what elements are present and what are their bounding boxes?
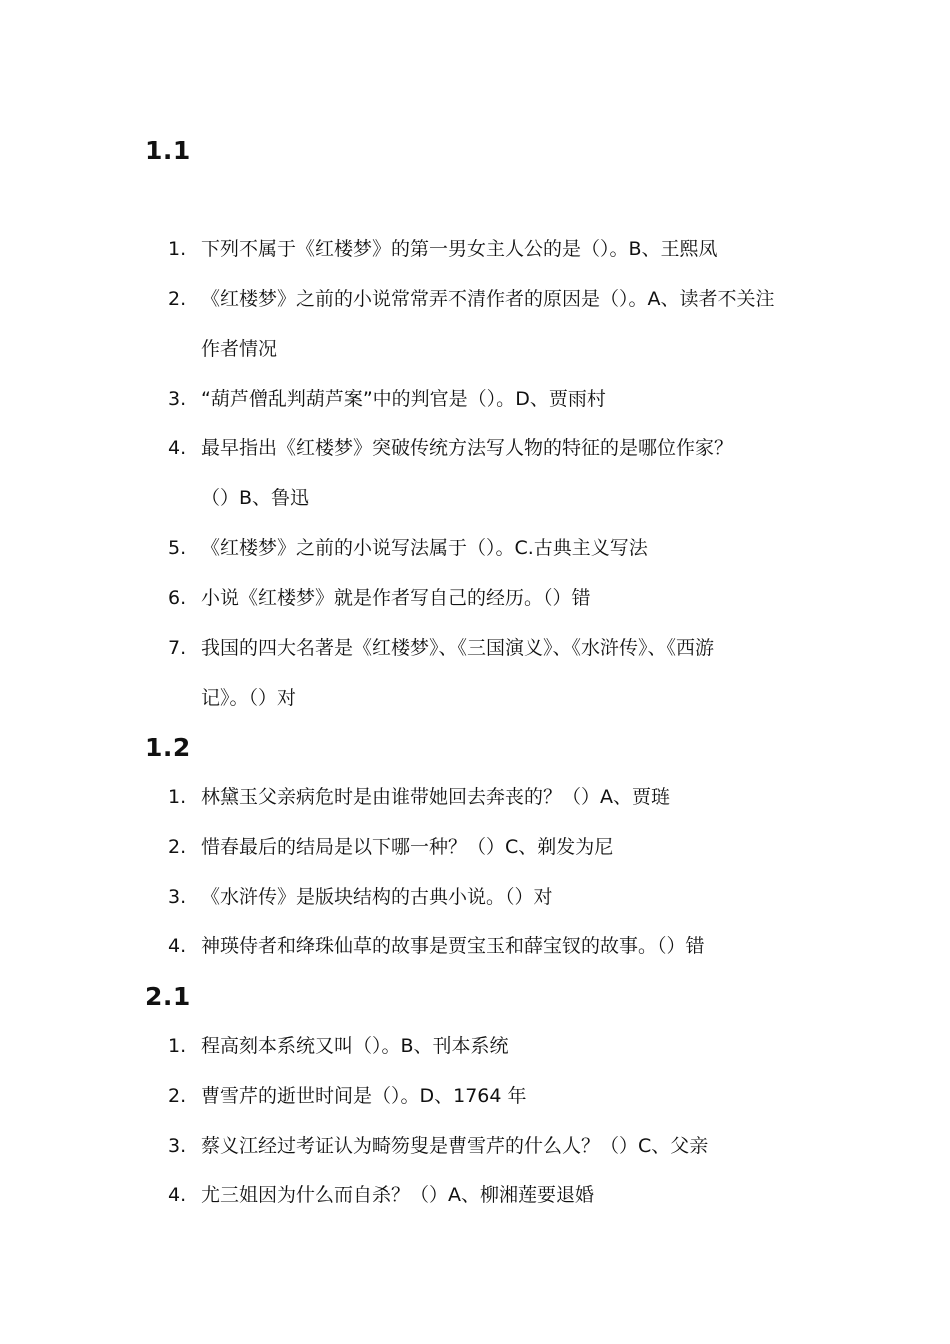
section-heading-1-2: 1.2	[145, 733, 191, 762]
item-text: 惜春最后的结局是以下哪一种？（）C、剃发为尼	[201, 836, 614, 858]
item-text: 最早指出《红楼梦》突破传统方法写人物的特征的是哪位作家？	[201, 437, 734, 459]
item-number: 3.	[168, 886, 187, 908]
section-heading-2-1: 2.1	[145, 982, 191, 1011]
item-text: 尤三姐因为什么而自杀？（）A、柳湘莲要退婚	[201, 1184, 594, 1206]
item-text: 程高刻本系统又叫（）。B、刊本系统	[201, 1035, 509, 1057]
item-number: 4.	[168, 1184, 187, 1206]
item-text: 《红楼梦》之前的小说写法属于（）。C.古典主义写法	[201, 537, 648, 559]
item-number: 1.	[168, 786, 187, 808]
item-text-continuation: 作者情况	[201, 338, 278, 360]
item-number: 2.	[168, 288, 187, 310]
item-number: 3.	[168, 388, 187, 410]
item-text: 我国的四大名著是《红楼梦》、《三国演义》、《水浒传》、《西游	[201, 637, 715, 659]
item-number: 4.	[168, 437, 187, 459]
item-text-continuation: （）B、鲁迅	[201, 487, 310, 509]
item-text: 小说《红楼梦》就是作者写自己的经历。（）错	[201, 587, 591, 609]
item-text: 神瑛侍者和绛珠仙草的故事是贾宝玉和薛宝钗的故事。（）错	[201, 935, 705, 957]
item-number: 5.	[168, 537, 187, 559]
item-number: 7.	[168, 637, 187, 659]
item-text: 《水浒传》是版块结构的古典小说。（）对	[201, 886, 553, 908]
section-heading-1-1: 1.1	[145, 136, 191, 165]
item-number: 2.	[168, 1085, 187, 1107]
item-number: 2.	[168, 836, 187, 858]
item-text-continuation: 记》。（）对	[201, 687, 297, 709]
item-text: 下列不属于《红楼梦》的第一男女主人公的是（）。B、王熙凤	[201, 238, 718, 260]
item-text: 《红楼梦》之前的小说常常弄不清作者的原因是（）。A、读者不关注	[201, 288, 775, 310]
item-number: 6.	[168, 587, 187, 609]
item-number: 3.	[168, 1135, 187, 1157]
item-number: 4.	[168, 935, 187, 957]
item-text: 蔡义江经过考证认为畸笏叟是曹雪芹的什么人？（）C、父亲	[201, 1135, 709, 1157]
item-number: 1.	[168, 1035, 187, 1057]
item-text: 林黛玉父亲病危时是由谁带她回去奔丧的？（）A、贾琏	[201, 786, 670, 808]
item-number: 1.	[168, 238, 187, 260]
item-text: “葫芦僧乱判葫芦案”中的判官是（）。D、贾雨村	[201, 388, 606, 410]
item-text: 曹雪芹的逝世时间是（）。D、1764 年	[201, 1085, 527, 1107]
